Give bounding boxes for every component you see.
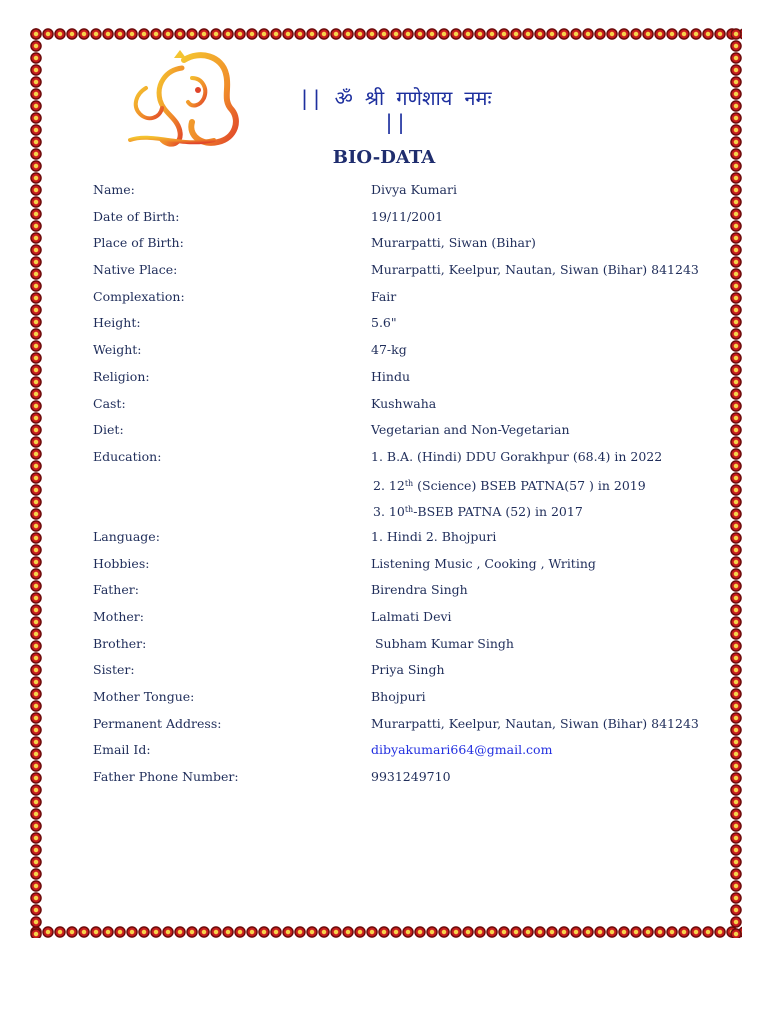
row-label: Date of Birth: <box>93 208 180 224</box>
email-link[interactable]: dibyakumari664@gmail.com <box>371 742 553 758</box>
education-line-2 <box>373 475 646 495</box>
row-label: Height: <box>93 315 141 331</box>
row-label: Mother: <box>93 609 144 624</box>
row-sister <box>93 661 713 688</box>
invocation-line-1: || ॐ श्री गणेशाय नमः <box>298 86 492 110</box>
row-value: Listening Music , Cooking , Writing <box>371 555 596 571</box>
row-value: Birendra Singh <box>371 582 468 598</box>
row-place-of-birth <box>93 234 713 261</box>
row-diet <box>93 421 713 448</box>
biodata-list <box>93 181 713 795</box>
row-father <box>93 581 713 608</box>
page-title: BIO-DATA <box>332 147 436 168</box>
row-label: Permanent Address: <box>93 715 222 731</box>
row-native-place <box>93 261 713 288</box>
row-value: Priya Singh <box>371 662 445 678</box>
row-complexion <box>93 288 713 315</box>
row-label: Cast: <box>93 395 126 411</box>
row-education-3 <box>93 501 713 528</box>
row-value: 9931249710 <box>371 769 451 785</box>
row-label: Weight: <box>93 342 142 358</box>
education-text: 2. 12 <box>373 477 405 493</box>
row-religion <box>93 368 713 395</box>
row-value: Bhojpuri <box>371 689 426 705</box>
row-permanent-address <box>93 715 713 742</box>
row-label: Sister: <box>93 662 135 678</box>
row-name <box>93 181 713 208</box>
education-line-3 <box>373 501 583 521</box>
row-value: Vegetarian and Non-Vegetarian <box>371 422 570 438</box>
education-text: (Science) BSEB PATNA(57 ) in 2019 <box>413 477 646 493</box>
row-value: Murarpatti, Keelpur, Nautan, Siwan (Bihar) 841243 <box>371 262 699 278</box>
row-education-2 <box>93 475 713 502</box>
invocation-header <box>270 86 520 134</box>
row-label: Father Phone Number: <box>93 769 239 785</box>
row-value: Kushwaha <box>371 395 437 411</box>
row-label: Diet: <box>93 422 124 438</box>
row-email <box>93 741 713 768</box>
row-label: Complexation: <box>93 288 185 304</box>
row-language <box>93 528 713 555</box>
row-label: Education: <box>93 448 162 464</box>
row-cast <box>93 395 713 422</box>
invocation-line-2: || <box>382 110 408 134</box>
row-value: Hindu <box>371 368 411 384</box>
row-height <box>93 314 713 341</box>
row-value: Subham Kumar Singh <box>371 635 514 651</box>
row-value: Fair <box>371 288 397 304</box>
education-text: 3. 10 <box>373 504 405 520</box>
ordinal-suffix: th <box>404 505 414 515</box>
row-value: Lalmati Devi <box>371 609 452 624</box>
row-label: Email Id: <box>93 742 151 758</box>
row-value: Divya Kumari <box>371 182 457 197</box>
row-label: Father: <box>93 582 139 598</box>
ordinal-suffix: th <box>404 478 414 488</box>
row-brother <box>93 635 713 662</box>
row-label: Brother: <box>93 635 147 651</box>
row-label: Native Place: <box>93 262 178 278</box>
decorative-border-bottom <box>30 926 742 938</box>
row-education <box>93 448 713 475</box>
row-label: Language: <box>93 528 160 544</box>
row-father-phone <box>93 768 713 795</box>
row-value: 19/11/2001 <box>371 208 444 224</box>
row-mother <box>93 608 713 635</box>
education-text: -BSEB PATNA (52) in 2017 <box>413 504 583 520</box>
row-label: Mother Tongue: <box>93 689 195 705</box>
row-weight <box>93 341 713 368</box>
row-mother-tongue <box>93 688 713 715</box>
row-value: 47-kg <box>371 342 407 358</box>
row-label: Place of Birth: <box>93 235 184 251</box>
row-value: Murarpatti, Siwan (Bihar) <box>371 235 536 251</box>
row-value: 1. B.A. (Hindi) DDU Gorakhpur (68.4) in 2022 <box>371 448 663 464</box>
ganesha-logo <box>122 48 252 153</box>
row-value: Murarpatti, Keelpur, Nautan, Siwan (Bihar) 841243 <box>371 715 699 731</box>
row-hobbies <box>93 555 713 582</box>
row-value: 5.6" <box>371 315 397 331</box>
row-label: Hobbies: <box>93 555 150 571</box>
row-date-of-birth <box>93 208 713 235</box>
row-value: 1. Hindi 2. Bhojpuri <box>371 528 497 544</box>
decorative-border-top <box>30 28 742 40</box>
row-label: Name: <box>93 182 135 197</box>
row-label: Religion: <box>93 368 150 384</box>
